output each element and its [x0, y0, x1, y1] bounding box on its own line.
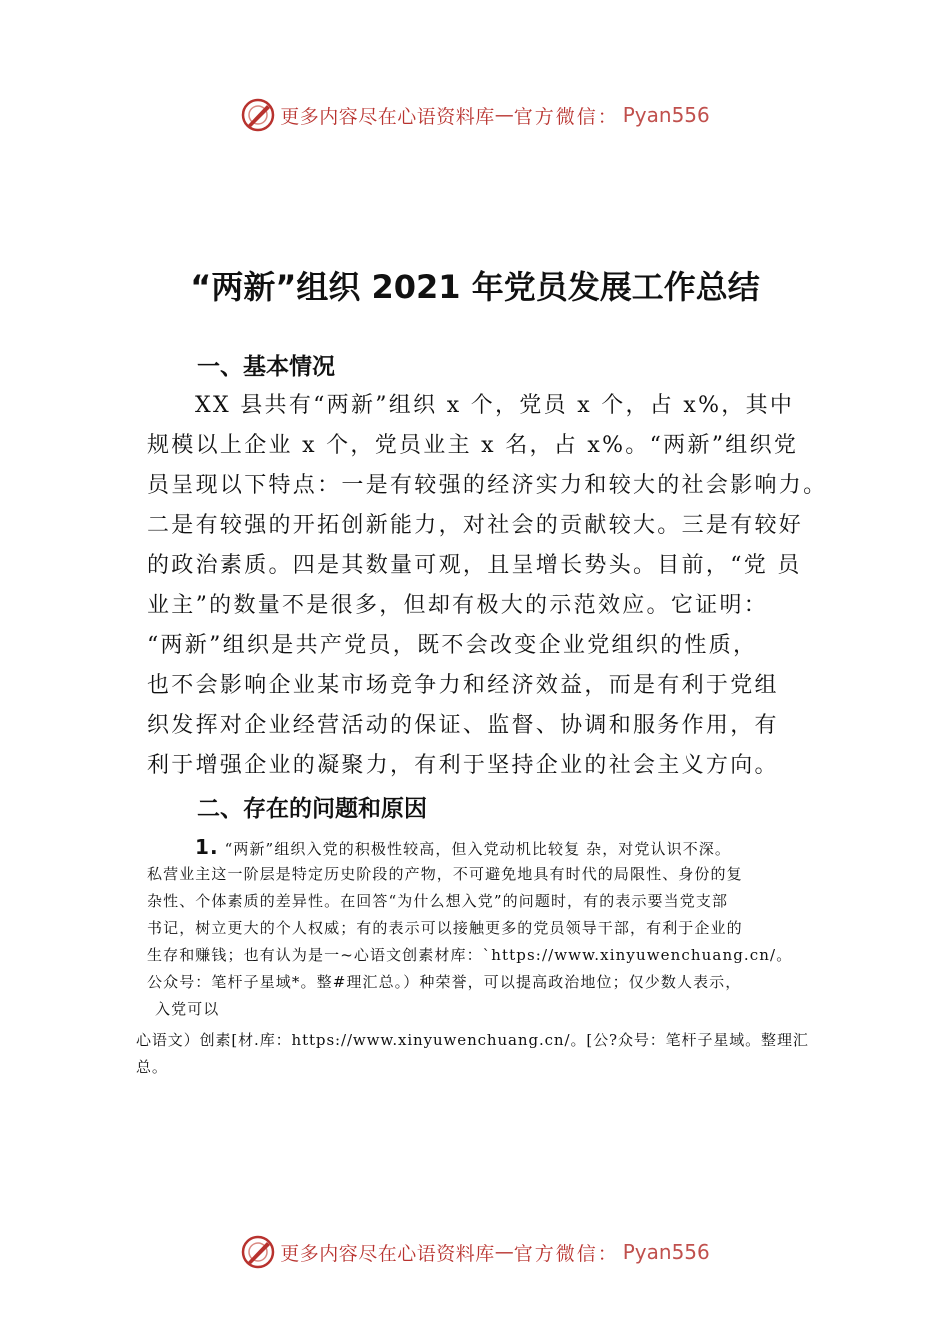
banner-dash: —: [494, 1241, 514, 1263]
section-problems-paragraph: [147, 834, 827, 1023]
paragraph-line: 员呈现以下特点：一是有较强的经济实力和较大的社会影响力。: [147, 473, 828, 498]
header-watermark-banner: [0, 95, 950, 135]
banner-wechat-label: 官方微信：: [513, 105, 619, 128]
source-note-line: 总。: [136, 1058, 168, 1076]
item-text: “两新”组织入党的积极性较高，但入党动机比较复 杂，对党认识不深。: [224, 840, 732, 858]
paragraph-line: XX 县共有“两新”组织 x 个，党员 x 个，占 x%，其中: [195, 393, 795, 418]
paragraph-line: 规模以上企业 x 个，党员业主 x 名，占 x%。“两新”组织党: [147, 433, 799, 458]
source-note: [136, 1027, 846, 1081]
paragraph-line: 织发挥对企业经营活动的保证、监督、协调和服务作用，有: [147, 713, 779, 738]
banner-text: 更多内容尽在心语资料库: [280, 1242, 495, 1265]
banner-text: 更多内容尽在心语资料库: [280, 105, 495, 128]
section-heading-basic: 一、基本情况: [197, 354, 335, 380]
paragraph-line: [147, 834, 827, 861]
section-basic-paragraph: [147, 386, 827, 786]
banner-wechat-id: Pyan556: [622, 1240, 710, 1264]
paragraph-line: 利于增强企业的凝聚力，有利于坚持企业的社会主义方向。: [147, 753, 779, 778]
document-title: “两新”组织 2021 年党员发展工作总结: [190, 268, 760, 306]
paragraph-line: 也不会影响企业某市场竞争力和经济效益，而是有利于党组: [147, 673, 779, 698]
banner-wechat-label: 官方微信：: [513, 1242, 619, 1265]
banner-wechat-id: Pyan556: [622, 103, 710, 127]
source-note-line: 心语文）创素[材.库：https://www.xinyuwenchuang.cn/。[公?众号：笔杆子星域。整理汇: [136, 1031, 809, 1049]
paragraph-line: 业主”的数量不是很多，但却有极大的示范效应。它证明：: [147, 593, 769, 618]
paragraph-line: 入党可以: [155, 1000, 220, 1018]
brand-logo-icon: [240, 97, 276, 133]
paragraph-line: 的政治素质。四是其数量可观，且呈增长势头。目前，“党 员: [147, 553, 802, 578]
paragraph-line: 私营业主这一阶层是特定历史阶段的产物，不可避免地具有时代的局限性、身份的复: [147, 865, 743, 883]
section-heading-problems: 二、存在的问题和原因: [197, 796, 427, 822]
paragraph-line: 生存和赚钱；也有认为是一~心语文创素材库：`https://www.xinyuwenchuang.cn/。: [147, 946, 793, 964]
paragraph-line: 杂性、个体素质的差异性。在回答“为什么想入党”的问题时，有的表示要当党支部: [147, 892, 729, 910]
paragraph-line: “两新”组织是共产党员，既不会改变企业党组织的性质，: [147, 633, 758, 658]
item-number: 1.: [195, 835, 219, 859]
banner-dash: —: [494, 104, 514, 126]
paragraph-line: 公众号：笔杆子星域*。整#理汇总。）种荣誉，可以提高政治地位；仅少数人表示，: [147, 973, 742, 991]
paragraph-line: 二是有较强的开拓创新能力，对社会的贡献较大。三是有较好: [147, 513, 804, 538]
brand-logo-icon: [240, 1234, 276, 1270]
footer-watermark-banner: [0, 1232, 950, 1272]
paragraph-line: 书记，树立更大的个人权威；有的表示可以接触更多的党员领导干部，有利于企业的: [147, 919, 743, 937]
